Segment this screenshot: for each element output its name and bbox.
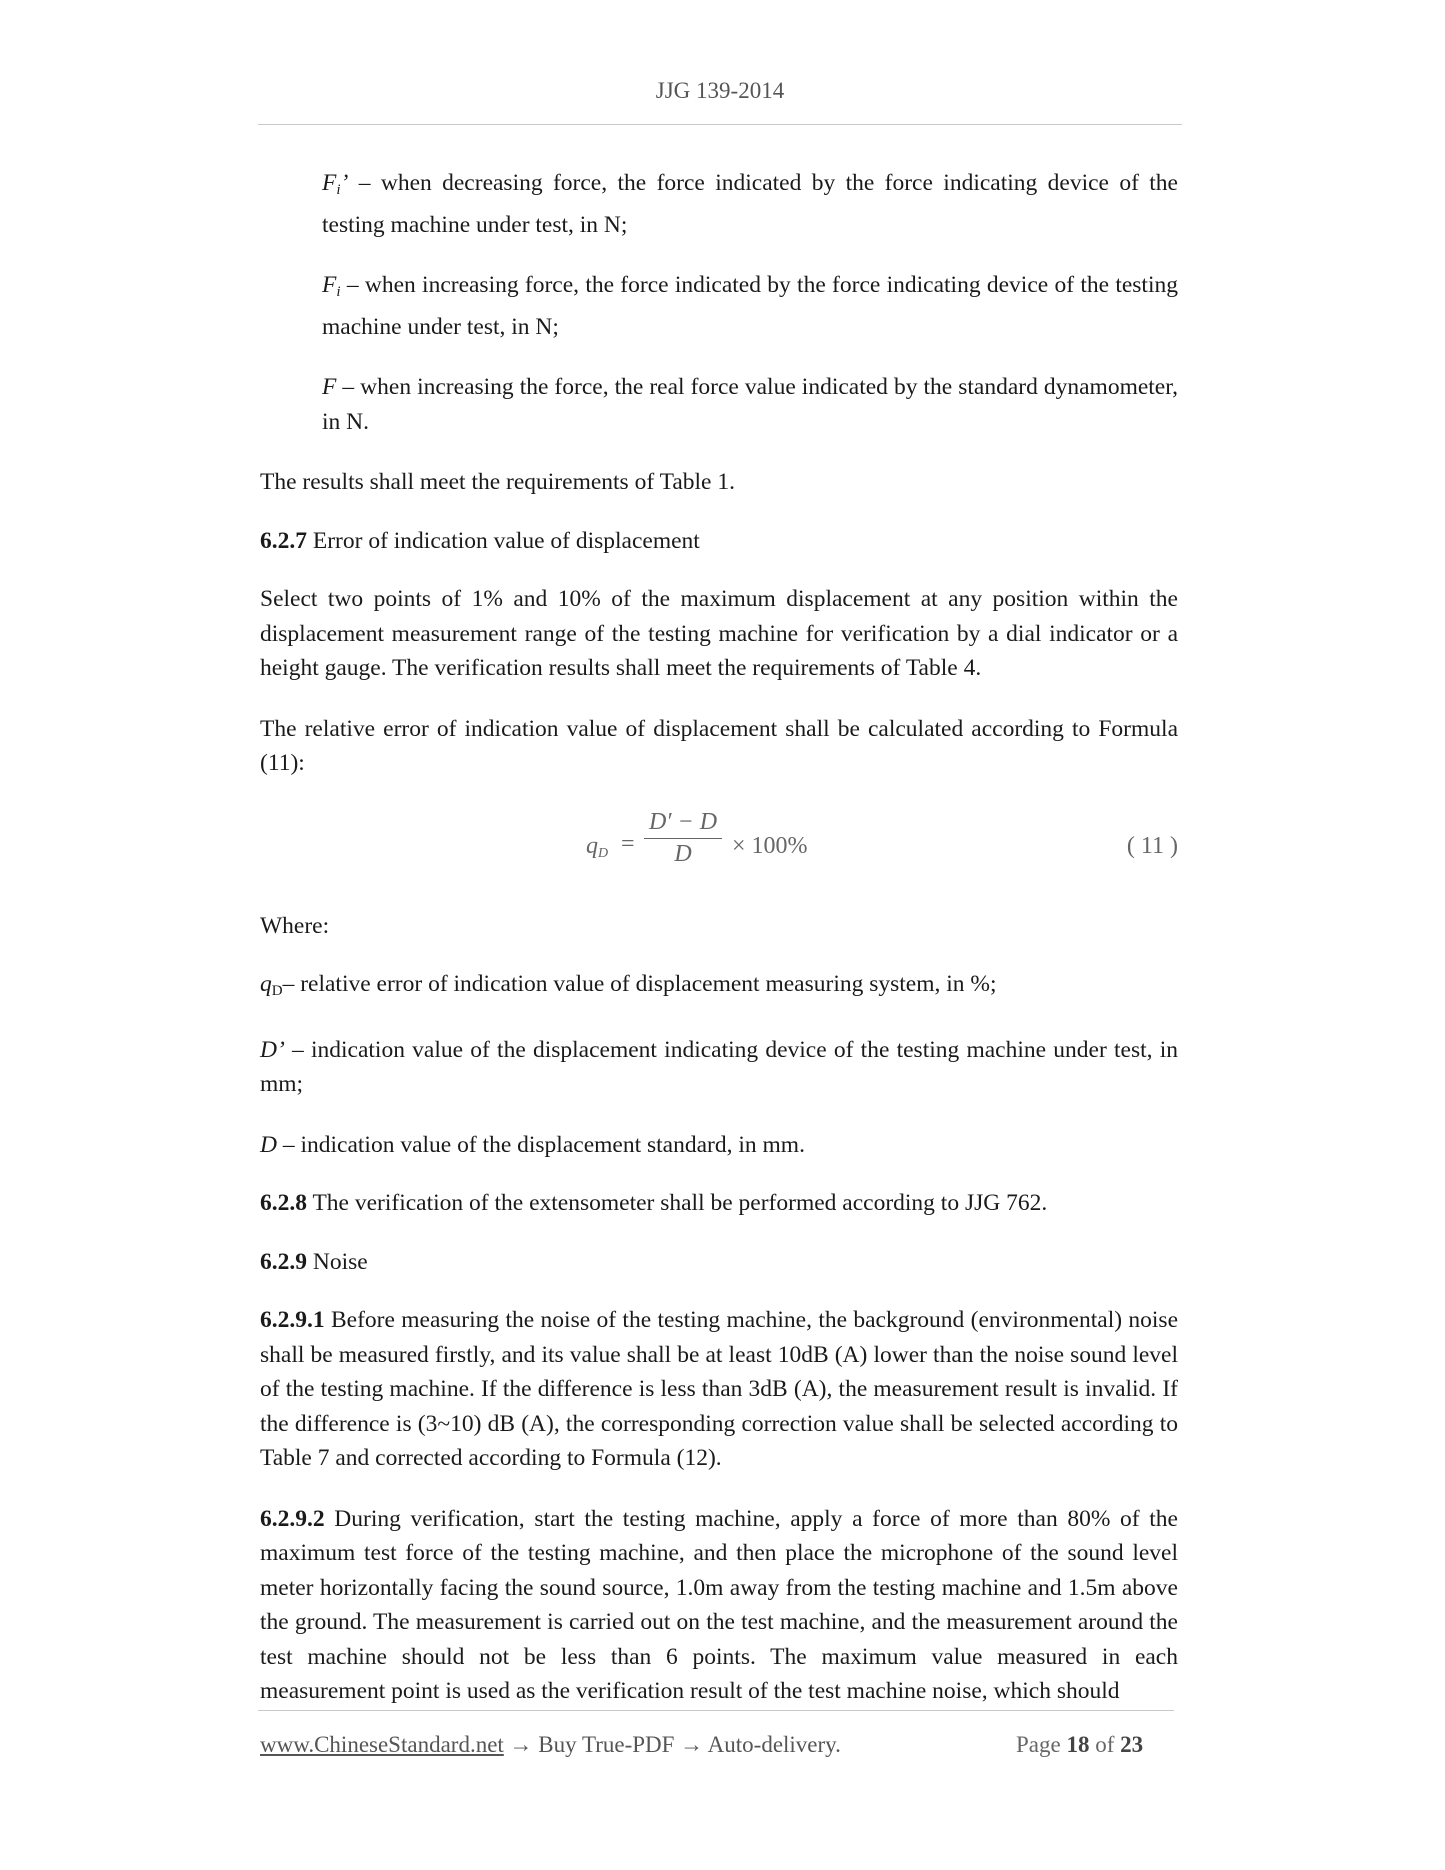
section-6-2-9-1 [260,1303,1178,1476]
definition-text: – relative error of indication value of displacement measuring system, in %; [282,971,997,997]
section-6-2-7-heading [260,524,1178,559]
section-6-2-9-2 [260,1502,1178,1709]
symbol-f: F [322,170,337,196]
footer-site-link[interactable]: www.ChineseStandard.net [260,1732,504,1757]
formula-lhs-symbol: q [586,832,598,859]
paragraph-relative-error: The relative error of indication value of displacement shall be calculated according to Formula (11): [260,715,1178,776]
section-6-2-8 [260,1186,1178,1221]
definition-text: – when decreasing force, the force indicated by the force indicating device of the testing machine under test, in N; [322,170,1178,238]
section-number: 6.2.9 [260,1248,307,1275]
page-total: 23 [1120,1732,1144,1757]
formula-times-100: × 100% [732,832,808,859]
definition-text: – indication value of the displacement standard, in mm. [276,1131,805,1158]
symbol-d-prime: D’ [260,1036,285,1063]
section-number: 6.2.8 [260,1190,307,1216]
section-title: Error of indication value of displacement [307,527,700,554]
section-number: 6.2.9.1 [260,1307,325,1333]
formula-lhs-subscript: D [598,845,609,861]
symbol-subscript-i: i [336,284,341,300]
footer-promo-text: → Buy True-PDF → Auto-delivery. [503,1732,841,1757]
page-label: Page [1016,1732,1067,1757]
definition-qd [260,967,1178,1009]
formula-numerator: D′ − D [644,807,722,839]
section-number: 6.2.9.2 [260,1505,325,1532]
paragraph-select-points: Select two points of 1% and 10% of the maximum displacement at any position within the displacement measurement range of the testing machine for verification by a dial indicator or a height gauge. The verification results shall meet the requirements of Table 4. [260,586,1178,681]
definition-d-prime [260,1033,1178,1102]
page-header-doc-code: JJG 139-2014 [655,78,785,103]
formula-number: ( 11 ) [1126,832,1178,859]
footer-promo [260,1732,841,1758]
document-body [260,166,1178,1735]
formula-fraction [644,807,722,869]
page-of-label: of [1089,1732,1121,1757]
formula-11 [260,807,1178,879]
paragraph-results: The results shall meet the requirements of Table 1. [260,469,735,495]
header-divider [258,124,1182,125]
section-6-2-9-heading [260,1245,1178,1280]
definition-fi-prime [322,166,1178,242]
paragraph-where: Where: [260,912,330,939]
definition-fi [322,268,1178,344]
symbol-prime: ’ [340,170,349,196]
symbol-subscript-i: i [336,182,341,198]
definition-text: – when increasing force, the force indicated by the force indicating device of the testing machine under test, in N; [322,272,1178,340]
definition-d [260,1128,1178,1163]
symbol-d: D [260,1131,277,1158]
section-text: Before measuring the noise of the testing machine, the background (environmental) noise shall be measured firstly, and its value shall be at least 10dB (A) lower than the noise sound level of the testing machine. If the difference is less than 3dB (A), the measurement result is invalid. If the difference is (3~10) dB (A), the corresponding correction value shall be selected according to Table 7 and corrected according to Formula (12). [260,1307,1178,1471]
definition-text: – when increasing the force, the real force value indicated by the standard dynamometer, in N. [322,374,1178,435]
section-text: The verification of the extensometer shall be performed according to JJG 762. [307,1190,1048,1216]
definition-text: – indication value of the displacement indicating device of the testing machine under test, in mm; [260,1036,1178,1097]
symbol-q: q [260,971,272,997]
definition-f [322,370,1178,439]
page-number: 18 [1066,1732,1090,1757]
page-indicator [1016,1732,1143,1758]
formula-equals: = [621,830,635,857]
section-number: 6.2.7 [260,527,307,554]
symbol-f: F [322,272,337,298]
section-title: Noise [307,1248,368,1275]
formula-denominator: D [674,840,692,867]
symbol-subscript-d: D [271,983,283,999]
formula-lhs [586,829,608,872]
footer-divider [258,1710,1174,1711]
symbol-f: F [322,374,337,400]
section-text: During verification, start the testing machine, apply a force of more than 80% of the maximum test force of the testing machine, and then place the microphone of the sound level meter horizontally facing the sound source, 1.0m away from the testing machine and 1.5m above the ground. The measurement is carried out on the test machine, and the measurement around the test machine should not be less than 6 points. The maximum value measured in each measurement point is used as the verification result of the test machine noise, which should [260,1505,1178,1704]
